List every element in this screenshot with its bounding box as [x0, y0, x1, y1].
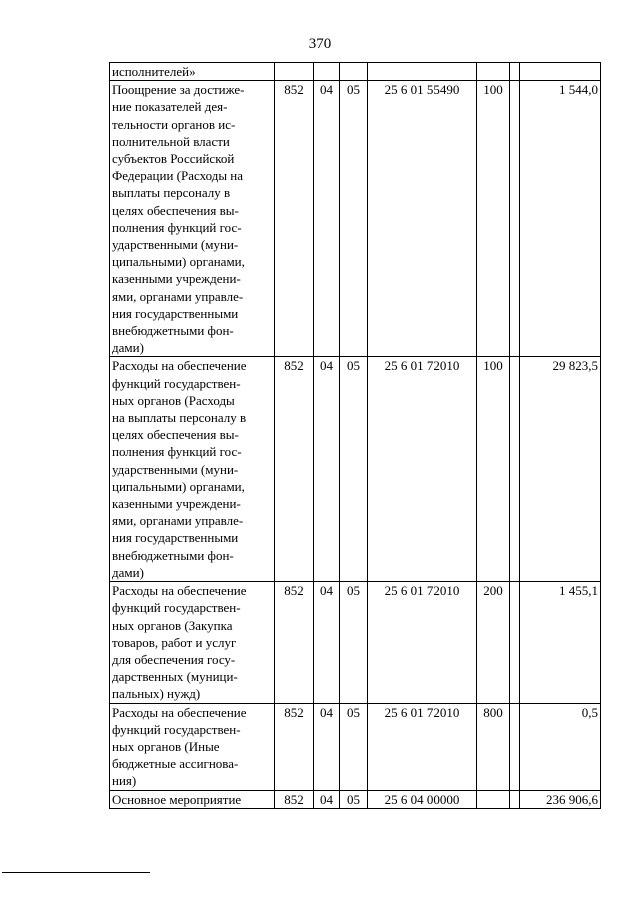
name-line: Расходы на обеспечение — [112, 358, 247, 374]
name-line: ных органов (Закупка — [112, 617, 233, 633]
cell-expense-type: 200 — [477, 582, 510, 703]
name-line: функций государствен- — [112, 721, 241, 737]
name-line: для обеспечения госу- — [112, 651, 236, 667]
cell-subsection: 05 — [340, 357, 368, 582]
name-line: ных органов (Расходы — [112, 392, 235, 408]
name-line: ударственными (муни- — [112, 237, 239, 253]
name-line: дарственных (муници- — [112, 669, 238, 685]
name-line: казенными учреждени- — [112, 496, 241, 512]
cell-spacer — [510, 357, 520, 582]
table-row — [110, 81, 601, 357]
cell-section: 04 — [314, 582, 340, 703]
cell-name — [110, 63, 275, 81]
name-line: выплаты персоналу в — [112, 185, 231, 201]
cell-section — [314, 63, 340, 81]
cell-expense-type: 100 — [477, 81, 510, 357]
name-line: бюджетные ассигнова- — [112, 756, 239, 772]
cell-spacer — [510, 582, 520, 703]
name-line: субъектов Российской — [112, 151, 235, 167]
cell-grbs: 852 — [275, 703, 314, 790]
cell-subsection — [340, 63, 368, 81]
cell-expense-type — [477, 790, 510, 808]
name-line: Расходы на обеспечение — [112, 704, 247, 720]
name-line: целях обеспечения вы- — [112, 202, 239, 218]
name-line: товаров, работ и услуг — [112, 634, 237, 650]
cell-name — [110, 703, 275, 790]
name-line: тельности органов ис- — [112, 116, 236, 132]
cell-section: 04 — [314, 357, 340, 582]
cell-amount: 236 906,6 — [520, 790, 601, 808]
cell-expense-type: 100 — [477, 357, 510, 582]
table-row — [110, 582, 601, 703]
cell-target-article: 25 6 01 72010 — [368, 582, 477, 703]
budget-table-body — [110, 63, 601, 809]
cell-amount — [520, 63, 601, 81]
cell-spacer — [510, 63, 520, 81]
name-line: полнения функций гос- — [112, 444, 242, 460]
name-line: исполнителей» — [112, 64, 196, 79]
name-line: функций государствен- — [112, 600, 241, 616]
name-line: ями, органами управле- — [112, 513, 244, 529]
name-line: Федерации (Расходы на — [112, 168, 244, 184]
name-line: казенными учреждени- — [112, 271, 241, 287]
cell-target-article: 25 6 04 00000 — [368, 790, 477, 808]
cell-grbs: 852 — [275, 582, 314, 703]
budget-table — [109, 62, 601, 809]
name-line: дами) — [112, 564, 144, 580]
name-line: внебюджетными фон- — [112, 323, 234, 339]
cell-amount: 1 544,0 — [520, 81, 601, 357]
name-line: полнительной власти — [112, 133, 230, 149]
cell-name — [110, 790, 275, 808]
cell-amount: 0,5 — [520, 703, 601, 790]
cell-section: 04 — [314, 703, 340, 790]
table-row — [110, 63, 601, 81]
cell-spacer — [510, 703, 520, 790]
table-row — [110, 703, 601, 790]
cell-grbs: 852 — [275, 790, 314, 808]
name-line: ния государственными — [112, 530, 239, 546]
name-line: Расходы на обеспечение — [112, 583, 247, 599]
cell-section: 04 — [314, 790, 340, 808]
cell-spacer — [510, 81, 520, 357]
name-line: ударственными (муни- — [112, 461, 239, 477]
cell-amount: 29 823,5 — [520, 357, 601, 582]
name-line: пальных) нужд) — [112, 686, 201, 702]
name-line: дами) — [112, 340, 144, 356]
name-line: Поощрение за достиже- — [112, 82, 245, 98]
cell-name — [110, 357, 275, 582]
cell-subsection: 05 — [340, 790, 368, 808]
name-line: ния) — [112, 773, 137, 789]
cell-grbs: 852 — [275, 81, 314, 357]
cell-subsection: 05 — [340, 81, 368, 357]
name-line: ями, органами управле- — [112, 288, 244, 304]
cell-grbs — [275, 63, 314, 81]
name-line: ние показателей дея- — [112, 99, 228, 115]
name-line: на выплаты персоналу в — [112, 410, 247, 426]
cell-target-article: 25 6 01 72010 — [368, 703, 477, 790]
cell-spacer — [510, 790, 520, 808]
cell-target-article — [368, 63, 477, 81]
cell-target-article: 25 6 01 72010 — [368, 357, 477, 582]
cell-subsection: 05 — [340, 582, 368, 703]
footnote-separator — [2, 872, 150, 873]
cell-grbs: 852 — [275, 357, 314, 582]
cell-name — [110, 81, 275, 357]
page-number: 370 — [308, 36, 332, 52]
table-row — [110, 790, 601, 808]
name-line: Основное мероприятие — [112, 791, 242, 807]
cell-section: 04 — [314, 81, 340, 357]
cell-amount: 1 455,1 — [520, 582, 601, 703]
cell-expense-type: 800 — [477, 703, 510, 790]
name-line: целях обеспечения вы- — [112, 427, 239, 443]
cell-subsection: 05 — [340, 703, 368, 790]
cell-expense-type — [477, 63, 510, 81]
name-line: ципальными) органами, — [112, 478, 245, 494]
name-line: ных органов (Иные — [112, 738, 220, 754]
name-line: внебюджетными фон- — [112, 547, 234, 563]
cell-name — [110, 582, 275, 703]
name-line: ния государственными — [112, 305, 239, 321]
name-line: функций государствен- — [112, 375, 241, 391]
name-line: полнения функций гос- — [112, 219, 242, 235]
name-line: ципальными) органами, — [112, 254, 245, 270]
cell-target-article: 25 6 01 55490 — [368, 81, 477, 357]
table-row — [110, 357, 601, 582]
